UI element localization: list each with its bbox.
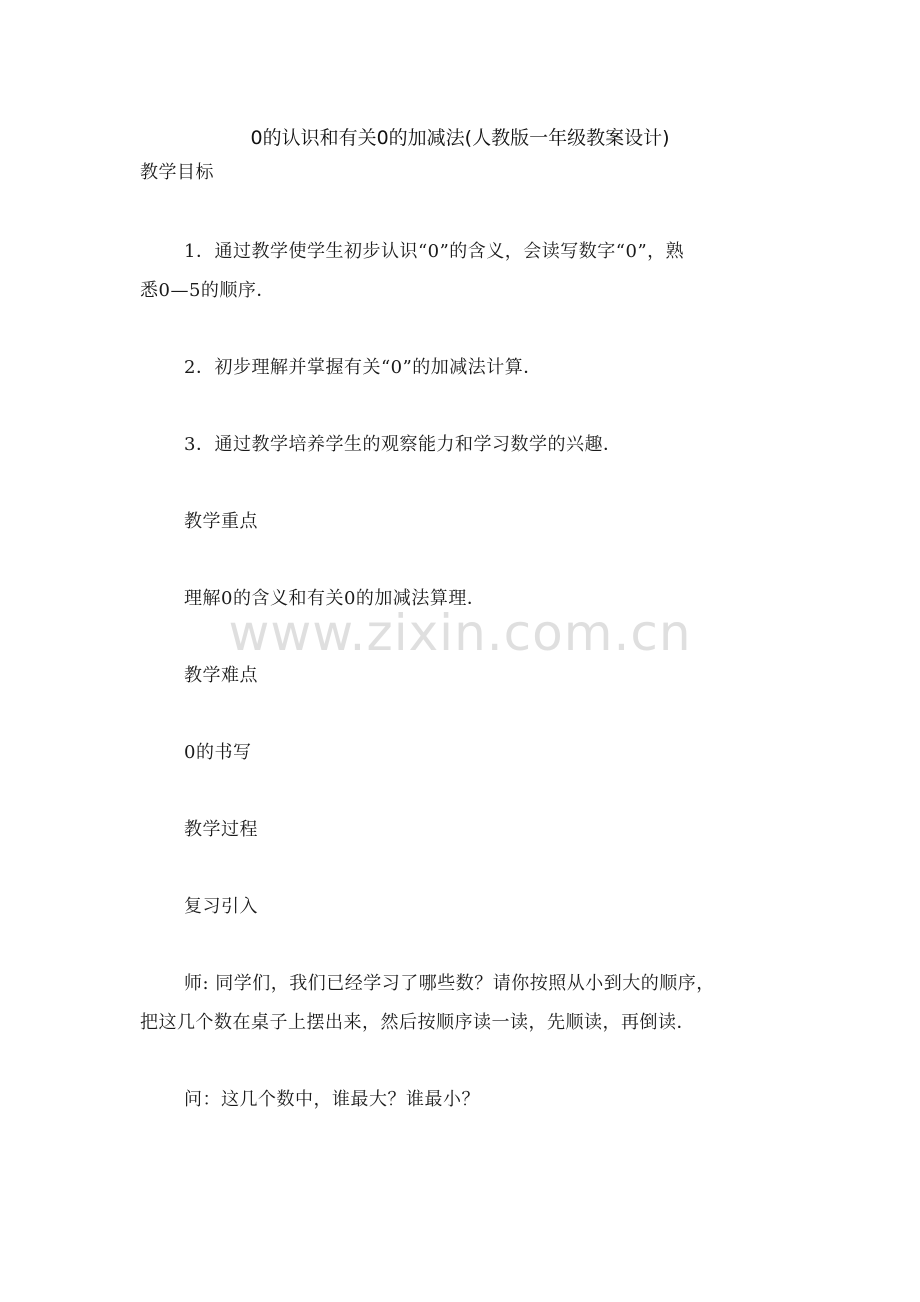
goal-1-line-2: 悉0—5的顺序． (140, 280, 275, 301)
difficulty-text: 0的书写 (184, 742, 252, 763)
goal-2: 2．初步理解并掌握有关“0”的加减法计算． (184, 357, 542, 378)
heading-key-points: 教学重点 (184, 511, 258, 532)
heading-teaching-process: 教学过程 (184, 819, 258, 840)
subheading-review: 复习引入 (184, 896, 258, 917)
goal-3: 3．通过教学培养学生的观察能力和学习数学的兴趣． (184, 434, 622, 455)
question-line: 问：这几个数中，谁最大？谁最小？ (184, 1089, 480, 1110)
heading-teaching-goals: 教学目标 (140, 162, 214, 183)
watermark: www.zixin.com.cn (228, 604, 692, 662)
heading-difficulty: 教学难点 (184, 665, 258, 686)
document-title: 0的认识和有关0的加减法(人教版一年级教案设计) (250, 127, 670, 149)
teacher-line-2: 把这几个数在桌子上摆出来，然后按顺序读一读，先顺读，再倒读． (140, 1012, 695, 1033)
teacher-line-1: 师: 同学们，我们已经学习了哪些数？请你按照从小到大的顺序， (184, 973, 715, 994)
goal-1-line-1: 1．通过教学使学生初步认识“0”的含义，会读写数字“0”，熟 (184, 241, 685, 262)
key-points-text: 理解0的含义和有关0的加减法算理． (184, 588, 486, 609)
